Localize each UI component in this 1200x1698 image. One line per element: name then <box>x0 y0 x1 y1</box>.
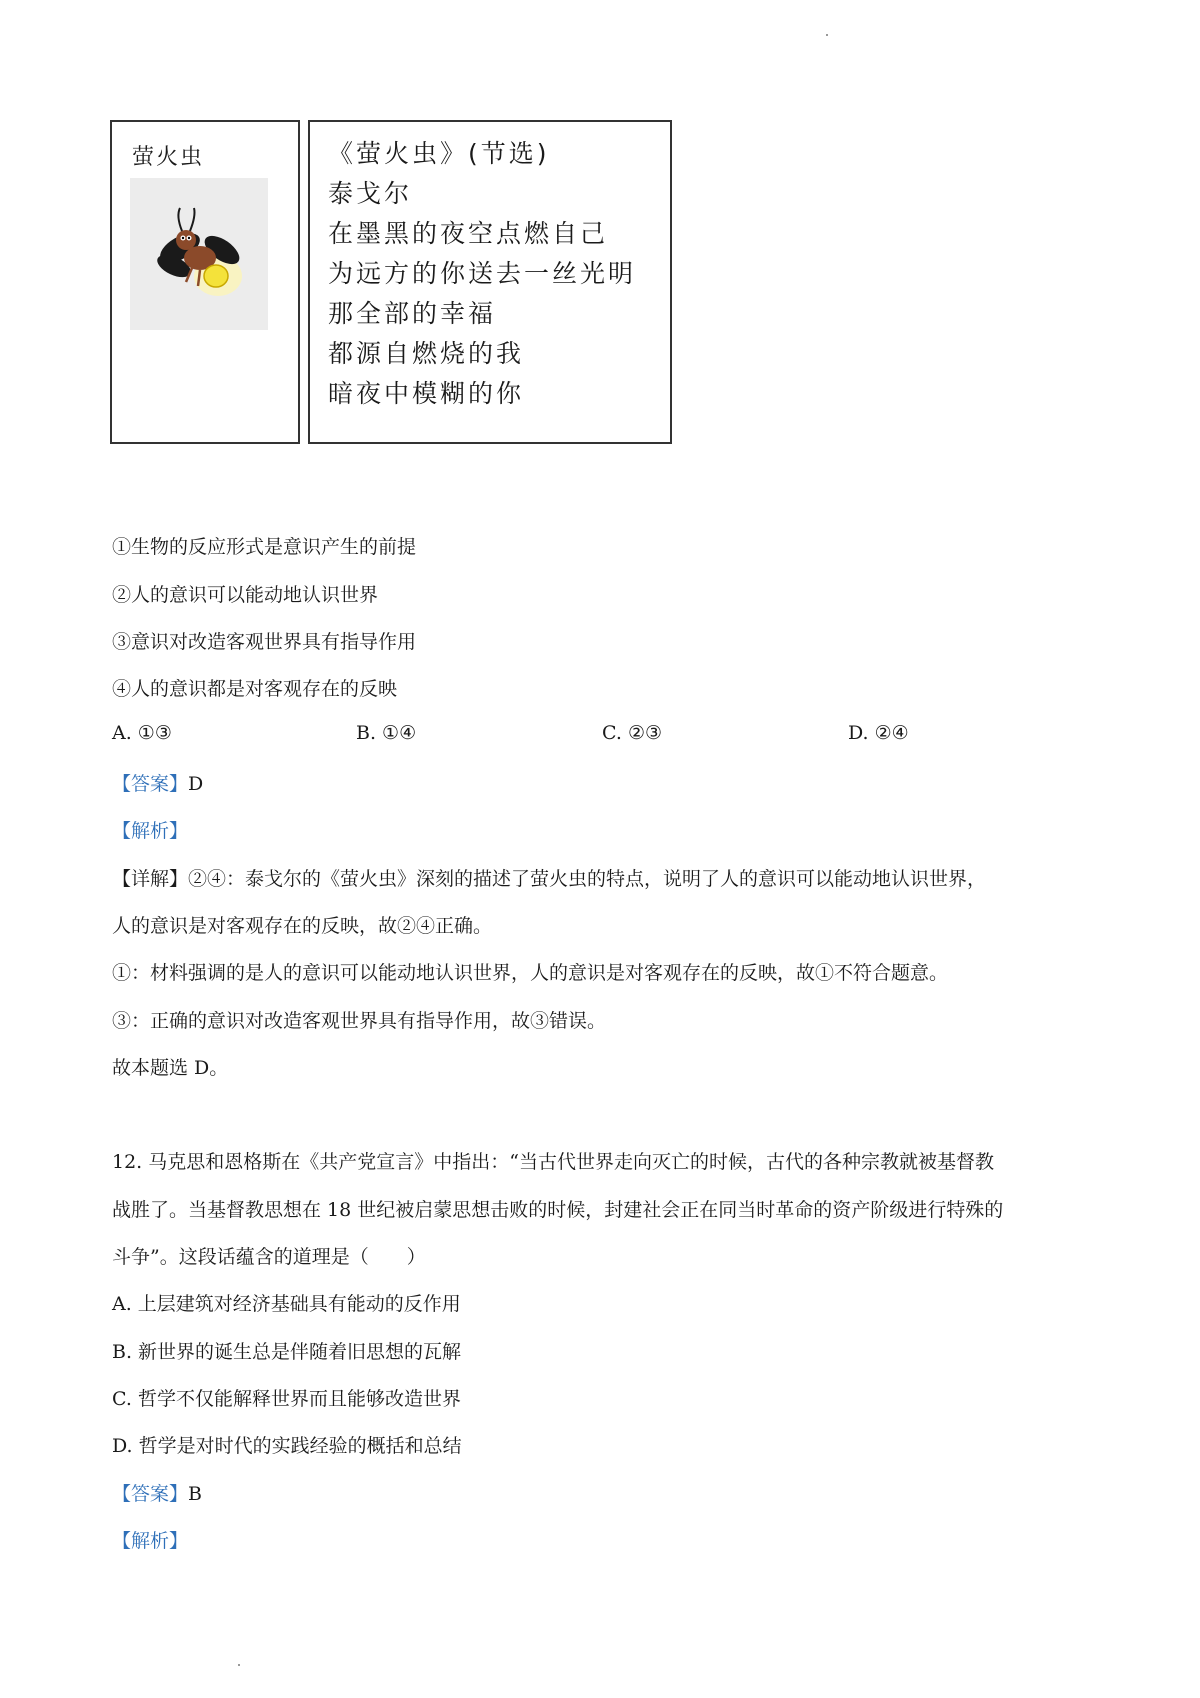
detail-text: ②④：泰戈尔的《萤火虫》深刻的描述了萤火虫的特点，说明了人的意识可以能动地认识世界， <box>188 868 987 890</box>
option-b: B. ①④ <box>356 722 417 744</box>
answer-line <box>112 769 203 796</box>
poem-author: 泰戈尔 <box>328 179 413 208</box>
option-a: A. ①③ <box>112 722 172 744</box>
q12-stem: 斗争”。这段话蕴含的道理是（ ） <box>112 1246 426 1268</box>
detail-line: 故本题选 D。 <box>112 1057 229 1079</box>
poem-title: 《萤火虫》(节选) <box>328 139 550 168</box>
firefly-picture <box>130 178 268 330</box>
answer-value: D <box>188 773 204 795</box>
scan-dot <box>238 1664 240 1666</box>
scan-dot <box>826 34 828 36</box>
firefly-card-title: 萤火虫 <box>132 145 205 170</box>
firefly-figure <box>110 120 672 452</box>
option-d: D. ②④ <box>848 722 909 744</box>
poem-line: 在墨黑的夜空点燃自己 <box>328 219 609 248</box>
firefly-icon <box>130 178 268 330</box>
poem-line: 那全部的幸福 <box>328 299 497 328</box>
statement-4: ④人的意识都是对客观存在的反映 <box>112 678 398 700</box>
q12-stem: 战胜了。当基督教思想在 18 世纪被启蒙思想击败的时候，封建社会正在同当时革命的资产阶级进行特殊的 <box>112 1199 1004 1221</box>
q12-analysis-tag: 【解析】 <box>112 1530 189 1552</box>
q12-answer-line <box>112 1479 202 1506</box>
q12-option-b: B. 新世界的诞生总是伴随着旧思想的瓦解 <box>112 1341 462 1363</box>
statement-2: ②人的意识可以能动地认识世界 <box>112 584 379 606</box>
q12-option-c: C. 哲学不仅能解释世界而且能够改造世界 <box>112 1388 461 1410</box>
poem-line: 都源自燃烧的我 <box>328 339 525 368</box>
detail-line: ①：材料强调的是人的意识可以能动地认识世界，人的意识是对客观存在的反映，故①不符合题意。 <box>112 962 949 984</box>
detail-line <box>112 864 986 891</box>
detail-line: ③：正确的意识对改造客观世界具有指导作用，故③错误。 <box>112 1010 607 1032</box>
q12-option-d: D. 哲学是对时代的实践经验的概括和总结 <box>112 1435 462 1457</box>
poem-card <box>308 120 672 444</box>
poem-line: 暗夜中模糊的你 <box>328 379 525 408</box>
statement-1: ①生物的反应形式是意识产生的前提 <box>112 536 417 558</box>
detail-line: 人的意识是对客观存在的反映，故②④正确。 <box>112 915 493 937</box>
answer-tag: 【答案】 <box>112 773 189 795</box>
statement-3: ③意识对改造客观世界具有指导作用 <box>112 631 417 653</box>
answer-value: B <box>188 1483 202 1505</box>
answer-tag: 【答案】 <box>112 1483 189 1505</box>
firefly-card <box>110 120 300 444</box>
analysis-tag: 【解析】 <box>112 820 189 842</box>
poem-line: 为远方的你送去一丝光明 <box>328 259 637 288</box>
option-c: C. ②③ <box>602 722 663 744</box>
q12-option-a: A. 上层建筑对经济基础具有能动的反作用 <box>112 1293 461 1315</box>
detail-tag: 【详解】 <box>112 868 189 890</box>
q12-stem: 12. 马克思和恩格斯在《共产党宣言》中指出：“当古代世界走向灭亡的时候，古代的各种宗教就被基督教 <box>112 1151 994 1173</box>
